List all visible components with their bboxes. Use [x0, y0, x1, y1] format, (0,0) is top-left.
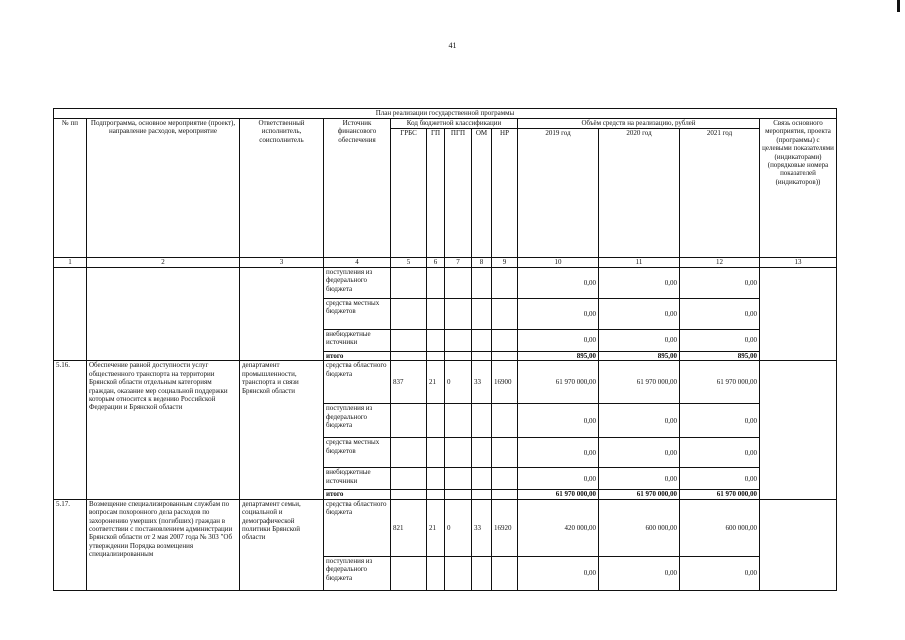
column-number: 5: [391, 258, 427, 268]
cell-empty: [760, 361, 837, 499]
header-2021: 2021 год: [680, 129, 760, 258]
header-program: Подпрограмма, основное мероприятие (проект), направление расходов, мероприятие: [87, 119, 240, 258]
pgp-code: 0: [445, 499, 472, 556]
column-number: 9: [492, 258, 518, 268]
cell-empty: [54, 268, 87, 361]
header-np: НР: [492, 129, 518, 258]
value-2019: 0,00: [518, 330, 599, 352]
gp-code: 21: [427, 499, 445, 556]
column-number: 4: [324, 258, 391, 268]
source-cell: средства местных бюджетов: [324, 438, 391, 468]
header-source: Источник финансового обеспечения: [324, 119, 391, 258]
source-cell-total: итого: [324, 490, 391, 499]
column-number: 3: [240, 258, 324, 268]
column-number: 7: [445, 258, 472, 268]
value-2019: 0,00: [518, 404, 599, 438]
value-2020: 0,00: [599, 268, 680, 299]
value-2021: 0,00: [680, 299, 760, 330]
header-num: № пп: [54, 119, 87, 258]
source-cell: внебюджетные источники: [324, 330, 391, 352]
value-2021: 0,00: [680, 556, 760, 590]
gp-code: 21: [427, 361, 445, 404]
pgp-code: 0: [445, 361, 472, 404]
source-cell: средства областного бюджета: [324, 361, 391, 404]
value-2020: 61 970 000,00: [599, 490, 680, 499]
header-funding: Объём средств на реализацию, рублей: [518, 119, 760, 129]
header-budget-code: Код бюджетной классификации: [391, 119, 518, 129]
column-number: 6: [427, 258, 445, 268]
value-2021: 0,00: [680, 330, 760, 352]
value-2019: 61 970 000,00: [518, 490, 599, 499]
table-row: [54, 499, 837, 556]
value-2020: 0,00: [599, 468, 680, 490]
value-2019: 61 970 000,00: [518, 361, 599, 404]
value-2020: 0,00: [599, 438, 680, 468]
column-number: 13: [760, 258, 837, 268]
value-2021: 600 000,00: [680, 499, 760, 556]
value-2021: 0,00: [680, 268, 760, 299]
activity-description: Возмещение специализированным службам по вопросам похоронного дела расходов по захоронению умерших (погибших) граждан в соответствии с постановлением администрации Брянской области от 2 мая 2007 года № 303 "Об утверждении Порядка возмещения специализированным: [87, 499, 240, 590]
value-2019: 0,00: [518, 438, 599, 468]
header-gp: ГП: [427, 129, 445, 258]
column-number-row: [54, 258, 837, 268]
scan-edge-mark: [897, 0, 900, 12]
value-2019: 895,00: [518, 352, 599, 361]
np-code: 16920: [492, 499, 518, 556]
header-om: ОМ: [472, 129, 492, 258]
table-title-row: [54, 109, 837, 119]
cell-empty: [87, 268, 240, 361]
header-link: Связь основного мероприятия, проекта (программы) с целевыми показателями (индикаторами) (порядковые номера показателей (индикаторов)): [760, 119, 837, 258]
page-number: 41: [448, 41, 457, 50]
program-plan-table: [53, 108, 837, 591]
np-code: 16900: [492, 361, 518, 404]
table-row: [54, 361, 837, 404]
value-2019: 0,00: [518, 556, 599, 590]
cell-empty: [240, 268, 324, 361]
value-2020: 61 970 000,00: [599, 361, 680, 404]
row-number: 5.17.: [54, 499, 87, 590]
value-2021: 0,00: [680, 468, 760, 490]
table-row: [54, 268, 837, 299]
column-number: 2: [87, 258, 240, 268]
value-2020: 0,00: [599, 299, 680, 330]
value-2019: 420 000,00: [518, 499, 599, 556]
row-number: 5.16.: [54, 361, 87, 499]
grbs-code: 821: [391, 499, 427, 556]
activity-description: Обеспечение равной доступности услуг общественного транспорта на территории Брянской области отдельным категориям граждан, оказание мер социальной поддержки которым относится к ведению Российской Федерации и Брянской области: [87, 361, 240, 499]
executor-cell: департамент семьи, социальной и демографической политики Брянской области: [240, 499, 324, 590]
value-2020: 895,00: [599, 352, 680, 361]
header-2019: 2019 год: [518, 129, 599, 258]
source-cell: поступления из федерального бюджета: [324, 404, 391, 438]
value-2020: 0,00: [599, 404, 680, 438]
executor-cell: департамент промышленности, транспорта и связи Брянской области: [240, 361, 324, 499]
column-number: 1: [54, 258, 87, 268]
value-2021: 895,00: [680, 352, 760, 361]
value-2020: 600 000,00: [599, 499, 680, 556]
cell-empty: [760, 268, 837, 361]
column-number: 8: [472, 258, 492, 268]
source-cell: средства областного бюджета: [324, 499, 391, 556]
header-pgp: ПГП: [445, 129, 472, 258]
cell-empty: [760, 499, 837, 590]
value-2019: 0,00: [518, 268, 599, 299]
header-row-1: [54, 119, 837, 129]
header-grbs: ГРБС: [391, 129, 427, 258]
value-2021: 0,00: [680, 438, 760, 468]
value-2021: 0,00: [680, 404, 760, 438]
source-cell: поступления из федерального бюджета: [324, 268, 391, 299]
table-title: План реализации государственной программы: [54, 109, 837, 119]
header-executor: Ответственный исполнитель, соисполнитель: [240, 119, 324, 258]
value-2021: 61 970 000,00: [680, 490, 760, 499]
source-cell: поступления из федерального бюджета: [324, 556, 391, 590]
column-number: 10: [518, 258, 599, 268]
column-number: 11: [599, 258, 680, 268]
value-2019: 0,00: [518, 299, 599, 330]
value-2020: 0,00: [599, 330, 680, 352]
column-number: 12: [680, 258, 760, 268]
header-2020: 2020 год: [599, 129, 680, 258]
value-2020: 0,00: [599, 556, 680, 590]
value-2019: 0,00: [518, 468, 599, 490]
source-cell-total: итого: [324, 352, 391, 361]
om-code: 33: [472, 499, 492, 556]
grbs-code: 837: [391, 361, 427, 404]
source-cell: внебюджетные источники: [324, 468, 391, 490]
om-code: 33: [472, 361, 492, 404]
value-2021: 61 970 000,00: [680, 361, 760, 404]
source-cell: средства местных бюджетов: [324, 299, 391, 330]
